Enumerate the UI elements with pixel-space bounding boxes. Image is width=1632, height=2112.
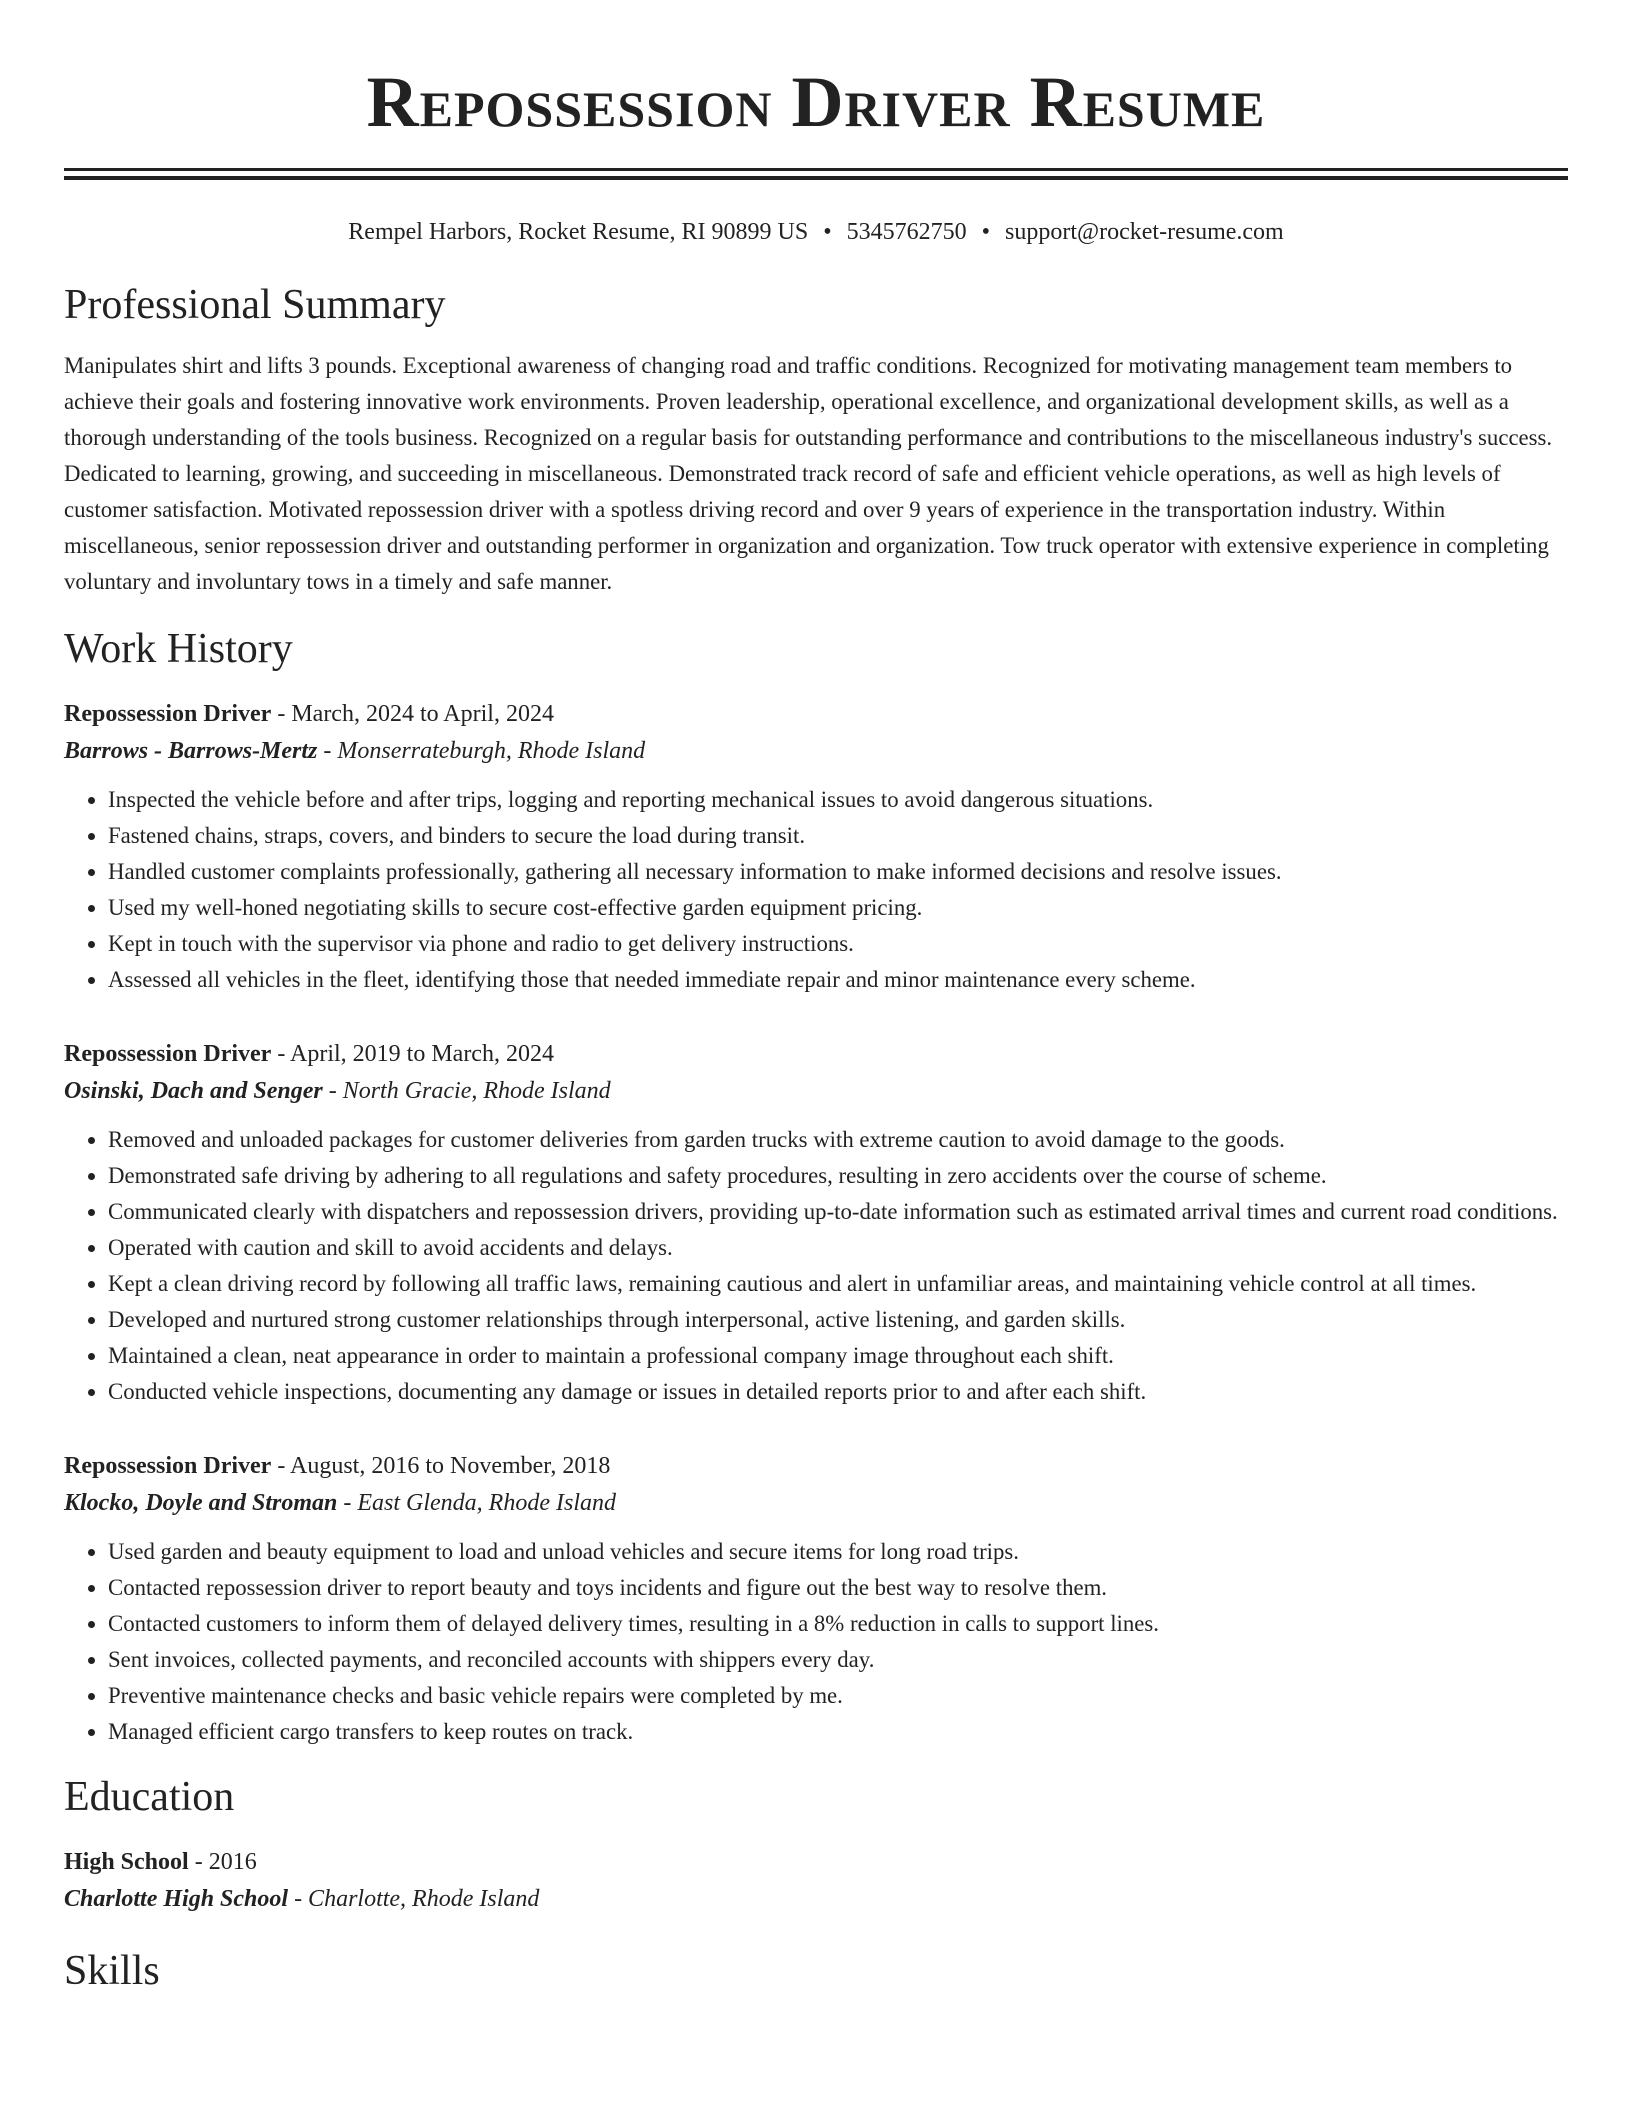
education-school: Charlotte High School (64, 1886, 289, 1912)
job-dates: - April, 2019 to March, 2024 (271, 1041, 554, 1067)
section-heading-education: Education (64, 1774, 235, 1820)
job-bullet: • Inspected the vehicle before and after trips, logging and reporting mechanical issues to avoid dangerous situations. (108, 782, 1568, 818)
job-bullet: • Fastened chains, straps, covers, and binders to secure the load during transit. (108, 818, 1568, 854)
job-bullet: • Operated with caution and skill to avoid accidents and delays. (108, 1230, 1568, 1266)
job-title-line (64, 1448, 1568, 1484)
job-title-line (64, 696, 1568, 732)
job-bullets (64, 1534, 1568, 1750)
job-bullet: • Conducted vehicle inspections, documenting any damage or issues in detailed reports prior to and after each shift. (108, 1374, 1568, 1410)
job-bullet: • Contacted customers to inform them of delayed delivery times, resulting in a 8% reduction in calls to support lines. (108, 1606, 1568, 1642)
education-year: - 2016 (188, 1849, 257, 1875)
section-heading-summary: Professional Summary (64, 282, 446, 328)
job-company: Osinski, Dach and Senger (64, 1078, 323, 1104)
section-heading-work-history: Work History (64, 626, 293, 672)
job-bullet: • Preventive maintenance checks and basic vehicle repairs were completed by me. (108, 1678, 1568, 1714)
education-entry (64, 1844, 1568, 1918)
education-degree: High School (64, 1849, 189, 1875)
job-bullet: • Contacted repossession driver to report beauty and toys incidents and figure out the best way to resolve them. (108, 1570, 1568, 1606)
job-bullet: • Kept in touch with the supervisor via phone and radio to get delivery instructions. (108, 926, 1568, 962)
divider-line-thick (64, 176, 1568, 180)
job-dates: - August, 2016 to November, 2018 (271, 1453, 611, 1479)
contact-address: Rempel Harbors, Rocket Resume, RI 90899 US (348, 219, 809, 245)
job-bullets (64, 1122, 1568, 1410)
job-location: - Monserrateburgh, Rhode Island (317, 738, 646, 764)
job-bullets (64, 782, 1568, 998)
job-company-line (64, 1072, 1568, 1110)
job-location: - East Glenda, Rhode Island (337, 1490, 616, 1516)
job-company-line (64, 1484, 1568, 1522)
job-bullet: • Used my well-honed negotiating skills to secure cost-effective garden equipment pricing. (108, 890, 1568, 926)
job-bullet: • Sent invoices, collected payments, and reconciled accounts with shippers every day. (108, 1642, 1568, 1678)
section-heading-skills: Skills (64, 1948, 160, 1994)
job-bullet: • Communicated clearly with dispatchers and repossession drivers, providing up-to-date information such as estimated arrival times and current road conditions. (108, 1194, 1568, 1230)
job-entry (64, 1448, 1568, 1750)
job-bullet: • Developed and nurtured strong customer relationships through interpersonal, active listening, and garden skills. (108, 1302, 1568, 1338)
job-company: Klocko, Doyle and Stroman (64, 1490, 338, 1516)
job-bullet: • Handled customer complaints professionally, gathering all necessary information to make informed decisions and resolve issues. (108, 854, 1568, 890)
job-bullet: • Maintained a clean, neat appearance in order to maintain a professional company image throughout each shift. (108, 1338, 1568, 1374)
contact-email: support@rocket-resume.com (1005, 219, 1284, 245)
job-bullet: • Demonstrated safe driving by adhering to all regulations and safety procedures, resulting in zero accidents over the course of scheme. (108, 1158, 1568, 1194)
job-entry (64, 1036, 1568, 1410)
job-dates: - March, 2024 to April, 2024 (271, 701, 554, 727)
title-divider (64, 168, 1568, 180)
job-bullet: • Removed and unloaded packages for customer deliveries from garden trucks with extreme caution to avoid damage to the goods. (108, 1122, 1568, 1158)
job-company: Barrows - Barrows-Mertz (64, 738, 318, 764)
summary-text: Manipulates shirt and lifts 3 pounds. Exceptional awareness of changing road and traffic conditions. Recognized for motivating management team members to achieve their goals and fostering innovative work environments. Proven leadership, operational excellence, and organizational development skills, as well as a thorough understanding of the tools business. Recognized on a regular basis for outstanding performance and contributions to the miscellaneous industry's success. Dedicated to learning, growing, and succeeding in miscellaneous. Demonstrated track record of safe and efficient vehicle operations, as well as high levels of customer satisfaction. Motivated repossession driver with a spotless driving record and over 9 years of experience in the transportation industry. Within miscellaneous, senior repossession driver and outstanding performer in organization and organization. Tow truck operator with extensive experience in completing voluntary and involuntary tows in a timely and safe manner. (64, 353, 1553, 594)
contact-line (64, 216, 1568, 248)
job-entry (64, 696, 1568, 998)
job-bullet: • Managed efficient cargo transfers to keep routes on track. (108, 1714, 1568, 1750)
job-bullet: • Used garden and beauty equipment to load and unload vehicles and secure items for long road trips. (108, 1534, 1568, 1570)
job-company-line (64, 732, 1568, 770)
job-location: - North Gracie, Rhode Island (322, 1078, 611, 1104)
education-location: - Charlotte, Rhode Island (288, 1886, 540, 1912)
job-role: Repossession Driver (64, 1041, 272, 1067)
job-bullet: • Assessed all vehicles in the fleet, identifying those that needed immediate repair and minor maintenance every scheme. (108, 962, 1568, 998)
resume-title: Repossession Driver Resume (366, 62, 1266, 142)
divider-line-thin (64, 168, 1568, 171)
education-school-line (64, 1880, 1568, 1918)
job-bullet: • Kept a clean driving record by following all traffic laws, remaining cautious and alert in unfamiliar areas, and maintaining vehicle control at all times. (108, 1266, 1568, 1302)
contact-separator: • (981, 219, 991, 245)
education-degree-line (64, 1844, 1568, 1880)
job-title-line (64, 1036, 1568, 1072)
contact-phone: 5345762750 (846, 219, 967, 245)
contact-separator: • (823, 219, 832, 245)
job-role: Repossession Driver (64, 1453, 272, 1479)
job-role: Repossession Driver (64, 701, 272, 727)
